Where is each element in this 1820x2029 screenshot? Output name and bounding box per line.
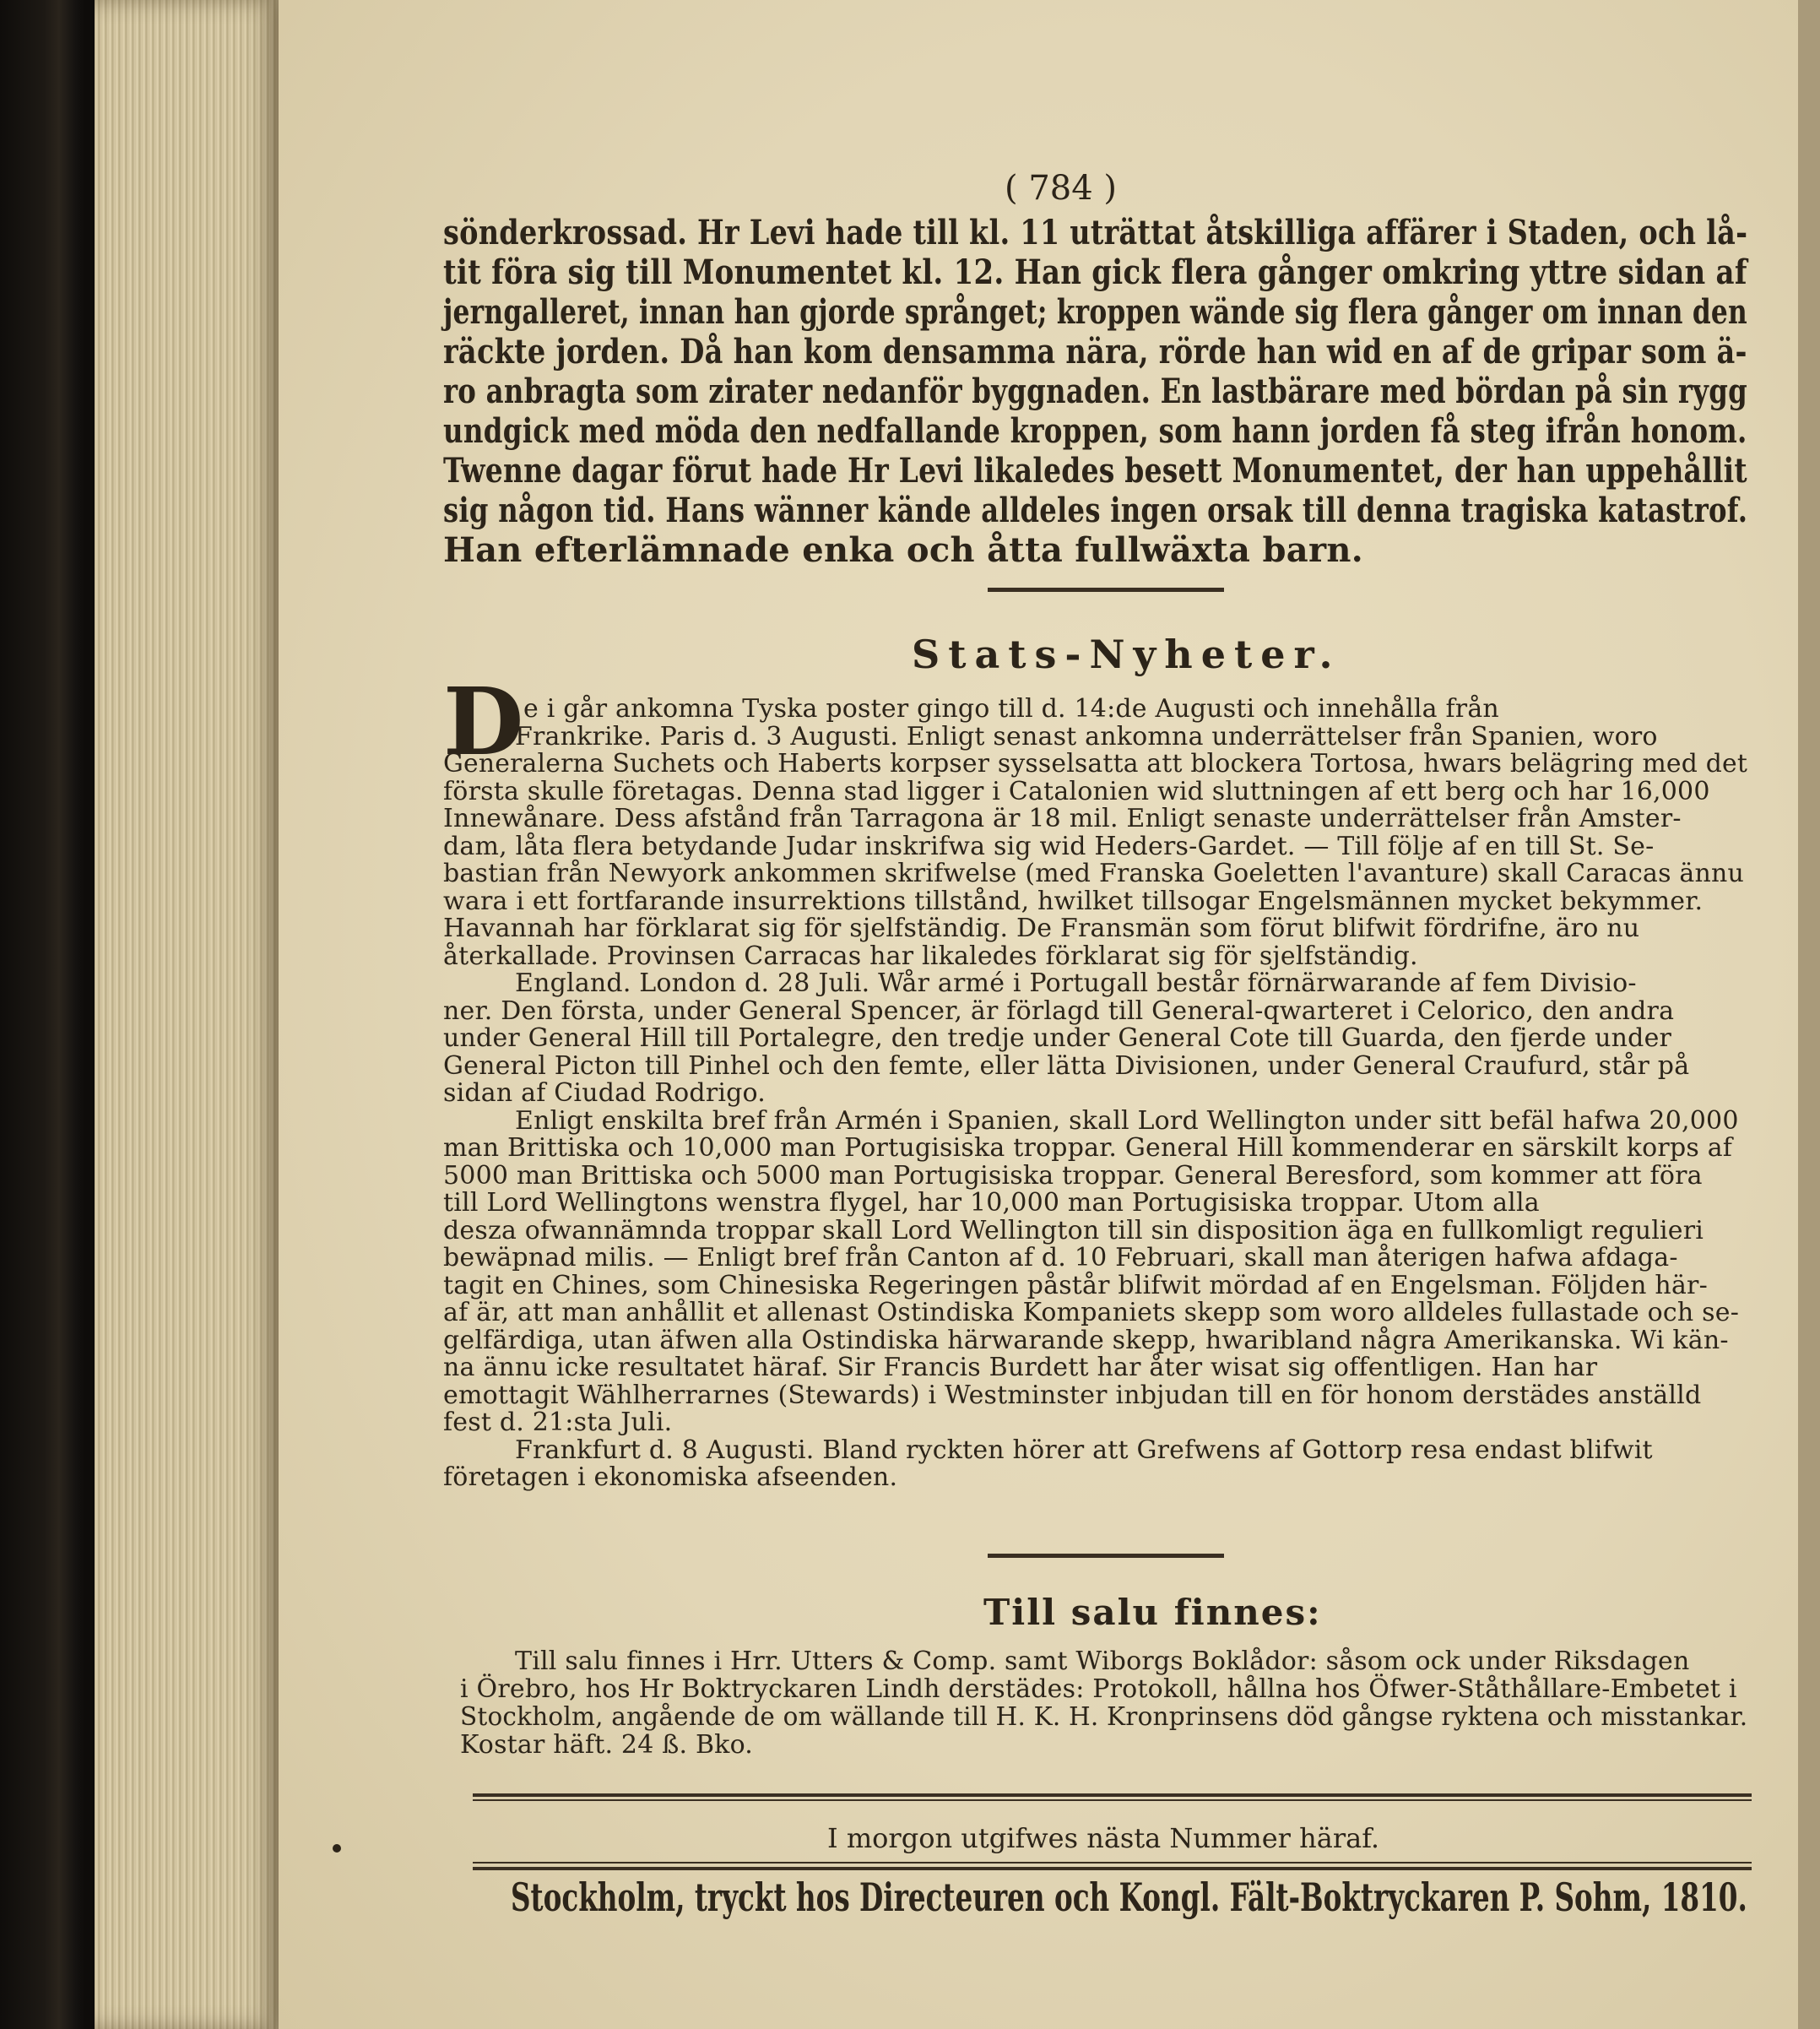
margin-dot-mark (333, 1844, 341, 1853)
news-line-5: Innewånare. Dess afstånd från Tarragona är 18 mil. Enligt senaste underrättelser från Amster- (443, 804, 1682, 833)
sale-line-1: Till salu finnes i Hrr. Utters & Comp. samt Wiborgs Boklådor: såsom ock under Riksdagen (515, 1647, 1690, 1676)
sale-line-2: i Örebro, hos Hr Boktryckaren Lindh derstädes: Protokoll, hållna hos Öfwer-Ståthållare-Embetet i (460, 1674, 1737, 1704)
intro-line-2: tit föra sig till Monumentet kl. 12. Han gick flera gånger omkring yttre sidan af (443, 252, 1747, 292)
news-line-20: desza ofwannämnda troppar skall Lord Wellington till sin disposition äga en fullkomligt regulieri (443, 1215, 1704, 1245)
footer-rule-top-thin (473, 1799, 1752, 1801)
news-line-24: gelfärdiga, utan äfwen alla Ostindiska härwarande skepp, hwaribland några Amerikanska. Wi kän- (443, 1325, 1729, 1355)
news-line-9: Havannah har förklarat sig för sjelfständig. De Fransmän som förut blifwit fördrifne, äro nu (443, 914, 1640, 943)
news-line-21: bewäpnad milis. — Enligt bref från Canton af d. 10 Februari, skall man återigen hafwa afdaga- (443, 1243, 1678, 1272)
intro-line-3: jerngalleret, innan han gjorde språnget; kroppen wände sig flera gånger om innan den (443, 292, 1748, 332)
intro-line-9: Han efterlämnade enka och åtta fullwäxta barn. (443, 530, 1363, 570)
page-number: ( 784 ) (1005, 169, 1117, 208)
footer-rule-top (473, 1793, 1752, 1797)
news-line-19: till Lord Wellingtons wenstra flygel, har 10,000 man Portugisiska troppar. Utom alla (443, 1188, 1540, 1218)
intro-line-1: sönderkrossad. Hr Levi hade till kl. 11 uträttat åtskilliga affärer i Staden, och lå- (443, 213, 1748, 252)
news-line-18: 5000 man Brittiska och 5000 man Portugisiska troppar. General Beresford, som kommer att föra (443, 1160, 1703, 1191)
news-line-13: under General Hill till Portalegre, den tredje under General Cote till Guarda, den fjerde under (443, 1023, 1672, 1053)
intro-line-8: sig någon tid. Hans wänner kände alldeles ingen orsak till denna tragiska katastrof. (443, 491, 1748, 530)
news-line-4: första skulle företagas. Denna stad ligger i Catalonien wid sluttningen af ett berg och har 16,000 (443, 776, 1710, 806)
news-line-11: England. London d. 28 Juli. Wår armé i Portugall består förnärwarande af fem Divisio- (515, 968, 1637, 998)
intro-line-4: räckte jorden. Då han kom densamma nära, rörde han wid en af de gripar som ä- (443, 332, 1747, 372)
news-line-12: ner. Den första, under General Spencer, är förlagd till General-qwarteret i Celorico, den andra (443, 996, 1675, 1026)
news-drop-cap: D (443, 667, 524, 776)
news-line-3: Generalerna Suchets och Haberts korpser sysselsatta att blockera Tortosa, hwars belägring med det (443, 749, 1748, 779)
intro-line-6: undgick med möda den nedfallande kroppen, som hann jorden få steg ifrån honom. (443, 411, 1747, 451)
intro-line-7: Twenne dagar förut hade Hr Levi likaledes besett Monumentet, der han uppehållit (443, 451, 1747, 491)
news-line-23: af är, att man anhållit et allenast Ostindiska Kompaniets skepp som woro alldeles fullastade och se- (443, 1298, 1740, 1327)
news-heading: Stats-Nyheter. (912, 632, 1341, 677)
news-line-16: Enligt enskilta bref från Armén i Spanien, skall Lord Wellington under sitt befäl hafwa 20,000 (515, 1105, 1739, 1136)
sale-line-3: Stockholm, angående de om wällande till H. K. H. Kronprinsens död gångse ryktena och misstankar. (460, 1702, 1748, 1732)
news-line-6: dam, låta flera betydande Judar inskrifwa sig wid Heders-Gardet. — Till följe af en till St. Se- (443, 831, 1655, 861)
news-line-1: e i går ankomna Tyska poster gingo till d. 14:de Augusti och innehålla från (523, 694, 1499, 724)
news-line-17: man Brittiska och 10,000 man Portugisiska troppar. General Hill kommenderar en särskilt korps af (443, 1133, 1733, 1163)
sale-line-4: Kostar häft. 24 ß. Bko. (460, 1730, 754, 1760)
news-line-27: fest d. 21:sta Juli. (443, 1408, 673, 1437)
news-line-2: Frankrike. Paris d. 3 Augusti. Enligt senast ankomna underrättelser från Spanien, woro (515, 721, 1658, 751)
news-line-8: wara i ett fortfarande insurrektions tillstånd, hwilket tillsogar Engelsmännen mycket bekymmer. (443, 886, 1704, 916)
footer-rule-bottom (473, 1867, 1752, 1870)
news-line-10: återkallade. Provinsen Carracas har likaledes förklarat sig för sjelfständig. (443, 941, 1418, 971)
footer-rule-middle (473, 1862, 1752, 1864)
section-divider-2 (988, 1554, 1224, 1558)
news-line-25: na ännu icke resultatet häraf. Sir Francis Burdett har åter wisat sig offentligen. Han har (443, 1353, 1598, 1382)
news-line-28: Frankfurt d. 8 Augusti. Bland ryckten hörer att Grefwens af Gottorp resa endast blifwit (515, 1435, 1653, 1465)
news-line-7: bastian från Newyork ankommen skrifwelse (med Franska Goeletten l'avanture) skall Caracas ännu (443, 859, 1745, 888)
news-line-14: General Picton till Pinhel och den femte, eller lätta Divisionen, under General Craufurd, står på (443, 1050, 1690, 1081)
printer-imprint: Stockholm, tryckt hos Directeuren och Kongl. Fält-Boktryckaren P. Sohm, 1810. (511, 1874, 1747, 1920)
sale-heading: Till salu finnes: (983, 1592, 1322, 1633)
next-issue-notice: I morgon utgifwes nästa Nummer häraf. (827, 1822, 1380, 1854)
section-divider-1 (988, 588, 1224, 592)
news-line-26: emottagit Wählherrarnes (Stewards) i Westminster inbjudan till en för honom derstädes anställd (443, 1380, 1702, 1410)
intro-line-5: ro anbragta som zirater nedanför byggnaden. En lastbärare med bördan på sin rygg (443, 372, 1747, 411)
news-line-22: tagit en Chines, som Chinesiska Regeringen påstår blifwit mördad af en Engelsman. Följden här- (443, 1270, 1708, 1300)
book-page-edges (95, 0, 297, 2029)
news-line-15: sidan af Ciudad Rodrigo. (443, 1078, 766, 1108)
news-line-29: företagen i ekonomiska afseenden. (443, 1462, 898, 1492)
facing-page-edge (1798, 0, 1820, 2029)
